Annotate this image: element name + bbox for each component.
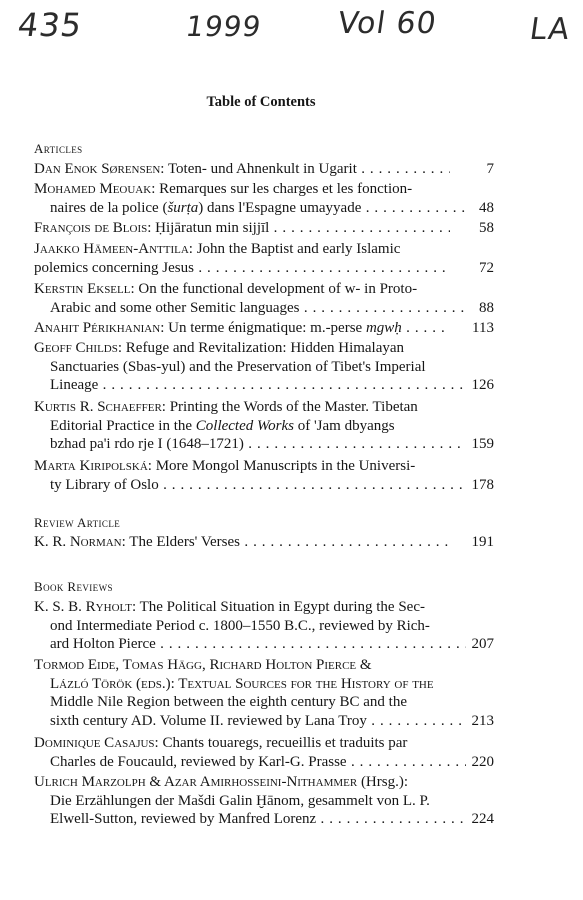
toc-entry[interactable]: Dan Enok Sørensen: Toten- und Ahnenkult in Ugarit . . . 7 [34, 160, 494, 179]
handwritten-note-3: Vol 60 [335, 6, 440, 41]
handwritten-note-4: LA [527, 12, 573, 47]
toc-entry[interactable]: Mohamed Meouak: Remarques sur les charges et les fonction- naires de la police (šurṭa) dans l'Espagne umayyade . . . 48 [34, 180, 494, 217]
entry-title-line: Arabic and some other Semitic languages [50, 299, 300, 316]
entry-title-line: Ḥijāratun min sijjīl [155, 220, 270, 236]
entry-author: Kerstin Eksell [34, 281, 131, 297]
entry-author: Tormod Eide, Tomas Hägg, Richard Holton Pierce & [34, 657, 372, 673]
page-number: 191 [471, 533, 494, 550]
entry-title-line: Middle Nile Region between the eighth century BC and the [50, 694, 407, 711]
page-number: 159 [471, 436, 494, 453]
entry-title-line: bzhad pa'i rdo rje I (1648–1721) [50, 436, 244, 453]
entry-author: Ulrich Marzolph & Azar Amirhosseini-Nithammer [34, 774, 358, 790]
toc-entry[interactable]: Kerstin Eksell: On the functional development of w- in Proto- Arabic and some other Semitic languages . . . 88 [34, 280, 494, 317]
toc-entry[interactable] [34, 656, 494, 731]
section-heading-articles: Articles [34, 141, 83, 156]
page-number: 178 [471, 476, 494, 493]
entry-title-line: Lázló Török (eds.): Textual Sources for the History of the [50, 675, 434, 692]
entry-title-line: Editorial Practice in the Collected Works of 'Jam dbyangs [50, 417, 395, 434]
entry-title-line: Elwell-Sutton, reviewed by Manfred Lorenz [50, 811, 317, 828]
entry-author: K. S. B. Ryholt [34, 599, 132, 615]
page-number: 48 [479, 199, 494, 216]
page-number: 88 [479, 299, 494, 316]
toc-entry[interactable] [34, 773, 494, 829]
entry-title-line: naires de la police (šurṭa) dans l'Espagne umayyade [50, 199, 362, 216]
toc-entry[interactable]: K. R. Norman: The Elders' Verses . . . 191 [34, 533, 494, 552]
entry-title-line: Toten- und Ahnenkult in Ugarit [167, 161, 357, 177]
entry-title-line: Chants touaregs, recueillis et traduits par [162, 735, 408, 751]
entry-author: Jaakko Hämeen-Anttila [34, 241, 189, 257]
page-number: 113 [472, 319, 494, 336]
page-number: 207 [471, 636, 494, 653]
entry-title-line: John the Baptist and early Islamic [196, 241, 401, 257]
entry-author: Marta Kiripolská [34, 458, 148, 474]
entry-author: François de Blois [34, 220, 148, 236]
entry-author: Kurtis R. Schaeffer [34, 399, 162, 415]
entry-author: Dominique Casajus [34, 735, 155, 751]
entry-title-line: Charles de Foucauld, reviewed by Karl-G. Prasse [50, 753, 347, 770]
entry-title-line: Sanctuaries (Sbas-yul) and the Preservation of Tibet's Imperial [50, 358, 426, 375]
entry-title-line: More Mongol Manuscripts in the Universi- [155, 458, 416, 474]
entry-title-line: ard Holton Pierce [50, 636, 156, 653]
entry-title-line: Remarques sur les charges et les fonction- [159, 181, 413, 197]
entry-title-line: ond Intermediate Period c. 1800–1550 B.C., reviewed by Rich- [50, 617, 430, 634]
entry-title-line: The Elders' Verses [129, 534, 241, 550]
entry-author: K. R. Norman [34, 534, 122, 550]
section-heading-book-reviews: Book Reviews [34, 579, 113, 594]
page-number: 126 [471, 377, 494, 394]
page-number: 58 [479, 219, 494, 236]
handwritten-note-1: 435 [15, 6, 85, 44]
entry-title-line: polemics concerning Jesus [34, 259, 194, 276]
entry-title-line: Lineage [50, 377, 99, 394]
toc-entry[interactable]: Jaakko Hämeen-Anttila: John the Baptist and early Islamic polemics concerning Jesus . . . 72 [34, 240, 494, 277]
page-number: 72 [479, 259, 494, 276]
entry-author: Mohamed Meouak [34, 181, 152, 197]
entry-title-line: The Political Situation in Egypt during the Sec- [139, 599, 425, 615]
entry-title-line: On the functional development of w- in Proto- [138, 281, 418, 297]
toc-entry[interactable]: François de Blois: Ḥijāratun min sijjīl . . . 58 [34, 219, 494, 238]
entry-author: Anahit Périkhanian [34, 320, 161, 336]
entry-title-line: Refuge and Revitalization: Hidden Himalayan [125, 340, 405, 356]
page-number: 213 [471, 713, 494, 730]
entry-author: Geoff Childs [34, 340, 118, 356]
page-number: 7 [486, 160, 494, 177]
toc-entry[interactable]: K. S. B. Ryholt: The Political Situation in Egypt during the Sec- ond Intermediate Period c. 1800–1550 B.C., reviewed by Rich- ard Holton Pierce . . . 207 [34, 598, 494, 654]
entry-title-line: Un terme énigmatique: m.-perse mgwḥ [168, 320, 402, 336]
page-number: 220 [471, 753, 494, 770]
handwritten-note-2: 1999 [183, 10, 264, 43]
page-number: 224 [471, 811, 494, 828]
entry-author: Dan Enok Sørensen [34, 161, 161, 177]
toc-entry[interactable]: Geoff Childs: Refuge and Revitalization: Hidden Himalayan Sanctuaries (Sbas-yul) and the Preservation of Tibet's Imperial Lineage . . . 126 [34, 339, 494, 395]
toc-entry[interactable]: Kurtis R. Schaeffer: Printing the Words of the Master. Tibetan Editorial Practice in the Collected Works of 'Jam dbyangs bzhad pa'i rdo rje I (1648–1721) . . . 159 [34, 398, 494, 454]
toc-entry[interactable]: Marta Kiripolská: More Mongol Manuscripts in the Universi- ty Library of Oslo . . . 178 [34, 457, 494, 494]
entry-title-line: ty Library of Oslo [50, 476, 159, 493]
entry-title-line: (Hrsg.): [360, 774, 409, 790]
section-heading-review-article: Review Article [34, 515, 121, 530]
toc-entry[interactable]: Dominique Casajus: Chants touaregs, recueillis et traduits par Charles de Foucauld, reviewed by Karl-G. Prasse . . . 220 [34, 734, 494, 771]
entry-title-line: sixth century AD. Volume II. reviewed by Lana Troy [50, 713, 367, 730]
entry-title-line: Printing the Words of the Master. Tibetan [169, 399, 418, 415]
toc-entry[interactable]: Anahit Périkhanian: Un terme énigmatique: m.-perse mgwḥ . . . 113 [34, 319, 494, 338]
entry-title-line: Die Erzählungen der Mašdi Galin Ḫānom, gesammelt von L. P. [50, 792, 430, 809]
page-title: Table of Contents [206, 94, 316, 110]
